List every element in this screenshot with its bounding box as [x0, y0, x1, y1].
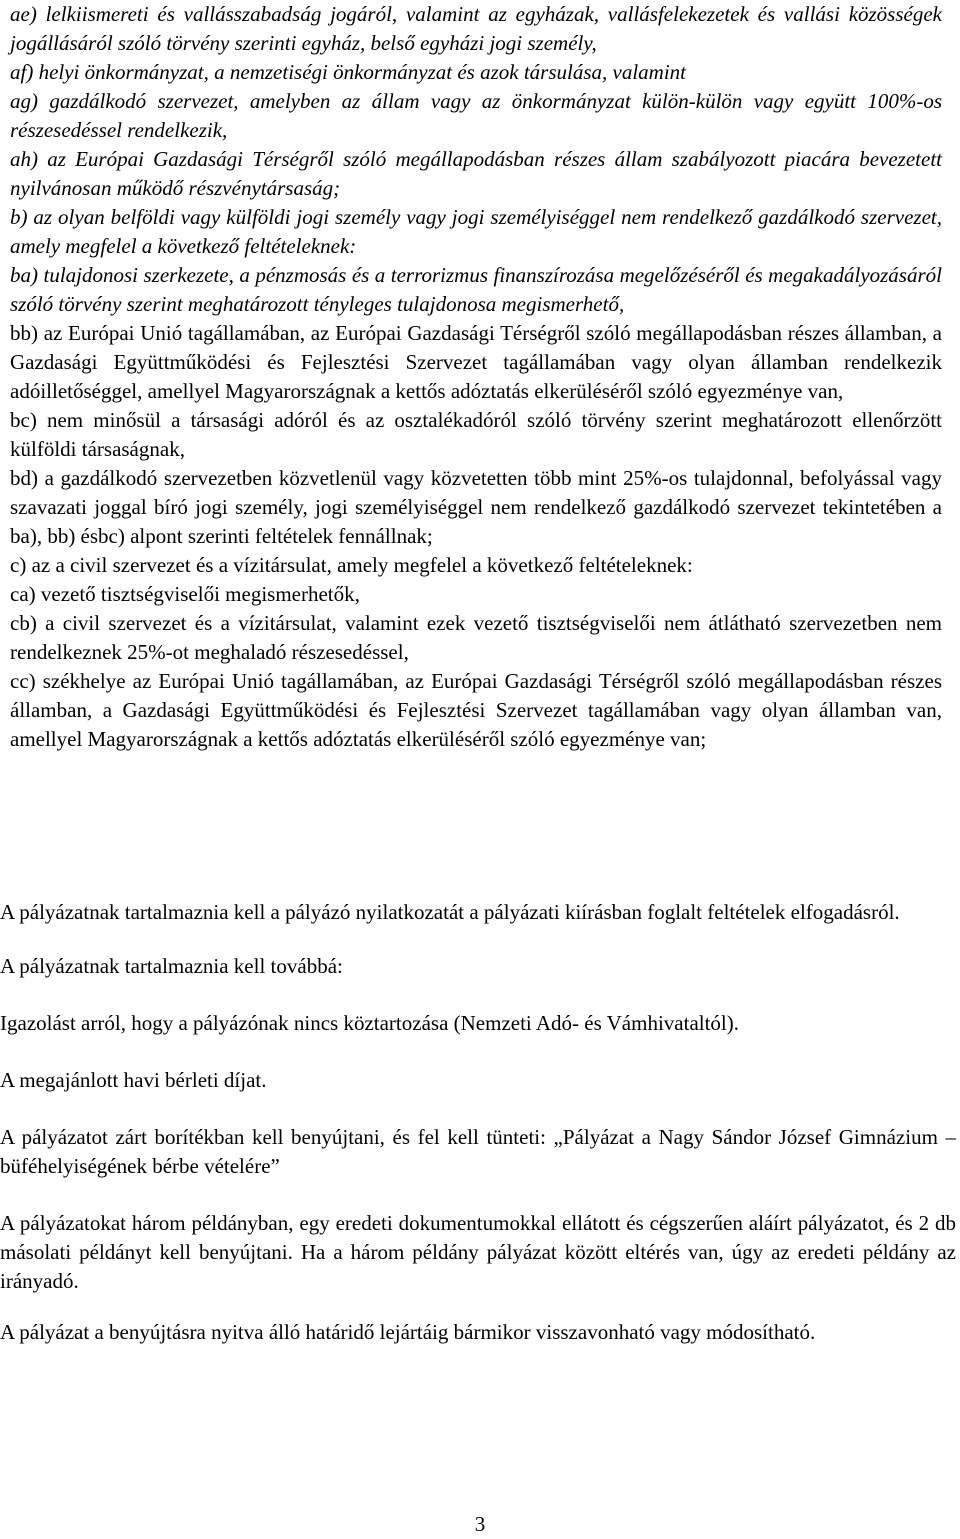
body-paragraphs	[0, 898, 956, 1347]
list-item: bb) az Európai Unió tagállamában, az Európai Gazdasági Térségről szóló megállapodásban részes államban, a Gazdasági Együttműködési és Fejlesztési Szervezet tagállamában vagy olyan államban rendelkezik adóilletőséggel, amellyel Magyarországnak a kettős adóztatás elkerüléséről szóló egyezménye van,	[10, 321, 942, 403]
eligibility-list	[10, 0, 942, 754]
list-item: bd) a gazdálkodó szervezetben közvetlenül vagy közvetetten több mint 25%-os tulajdonnal, befolyással vagy szavazati joggal bíró jogi személy, jogi személyiséggel nem rendelkező gazdálkodó szervezet tekintetében a ba), bb) ésbc) alpont szerinti feltételek fennállnak;	[10, 466, 942, 548]
list-item: cc) székhelye az Európai Unió tagállamában, az Európai Gazdasági Térségről szóló megállapodásban részes államban, a Gazdasági Együttműködési és Fejlesztési Szervezet tagállamában vagy olyan államban van, amellyel Magyarországnak a kettős adóztatás elkerüléséről szóló egyezménye van;	[10, 669, 942, 751]
list-item: ca) vezető tisztségviselői megismerhetők,	[10, 582, 360, 606]
paragraph: A pályázatnak tartalmaznia kell a pályázó nyilatkozatát a pályázati kiírásban foglalt feltételek elfogadásról.	[0, 900, 900, 924]
list-item: bc) nem minősül a társasági adóról és az osztalékadóról szóló törvény szerint meghatározott ellenőrzött külföldi társaságnak,	[10, 408, 942, 461]
paragraph: A pályázatokat három példányban, egy eredeti dokumentumokkal ellátott és cégszerűen aláírt pályázatot, és 2 db másolati példányt kell benyújtani. Ha a három példány pályázat között eltérés van, úgy az eredeti példány az irányadó.	[0, 1211, 956, 1293]
list-item: cb) a civil szervezet és a vízitársulat, valamint ezek vezető tisztségviselői nem átlátható szervezetben nem rendelkeznek 25%-ot meghaladó részesedéssel,	[10, 611, 942, 664]
list-item: c) az a civil szervezet és a vízitársulat, amely megfelel a következő feltételeknek:	[10, 553, 693, 577]
paragraph: A pályázat a benyújtásra nyitva álló határidő lejártáig bármikor visszavonható vagy módosítható.	[0, 1320, 816, 1344]
list-item: b) az olyan belföldi vagy külföldi jogi személy vagy jogi személyiséggel nem rendelkező gazdálkodó szervezet, amely megfelel a következő feltételeknek:	[10, 205, 942, 258]
paragraph: A pályázatnak tartalmaznia kell továbbá:	[0, 954, 343, 978]
paragraph: Igazolást arról, hogy a pályázónak nincs köztartozása (Nemzeti Adó- és Vámhivataltól).	[0, 1011, 740, 1035]
list-item: af) helyi önkormányzat, a nemzetiségi önkormányzat és azok társulása, valamint	[10, 60, 686, 84]
paragraph: A megajánlott havi bérleti díjat.	[0, 1068, 267, 1092]
list-item: ah) az Európai Gazdasági Térségről szóló megállapodásban részes állam szabályozott piacára bevezetett nyilvánosan működő részvénytársaság;	[10, 147, 942, 200]
paragraph: A pályázatot zárt borítékban kell benyújtani, és fel kell tünteti: „Pályázat a Nagy Sándor József Gimnázium – büféhelyiségének bérbe vételére”	[0, 1125, 956, 1178]
list-item: ae) lelkiismereti és vallásszabadság jogáról, valamint az egyházak, vallásfelekezetek és vallási közösségek jogállásáról szóló törvény szerinti egyház, belső egyházi jogi személy,	[10, 2, 942, 55]
list-item: ag) gazdálkodó szervezet, amelyben az állam vagy az önkormányzat külön-külön vagy együtt 100%-os részesedéssel rendelkezik,	[10, 89, 942, 142]
page-number: 3	[474, 1512, 486, 1536]
list-item: ba) tulajdonosi szerkezete, a pénzmosás és a terrorizmus finanszírozása megelőzéséről és megakadályozásáról szóló törvény szerint meghatározott tényleges tulajdonosa megismerhető,	[10, 263, 942, 316]
